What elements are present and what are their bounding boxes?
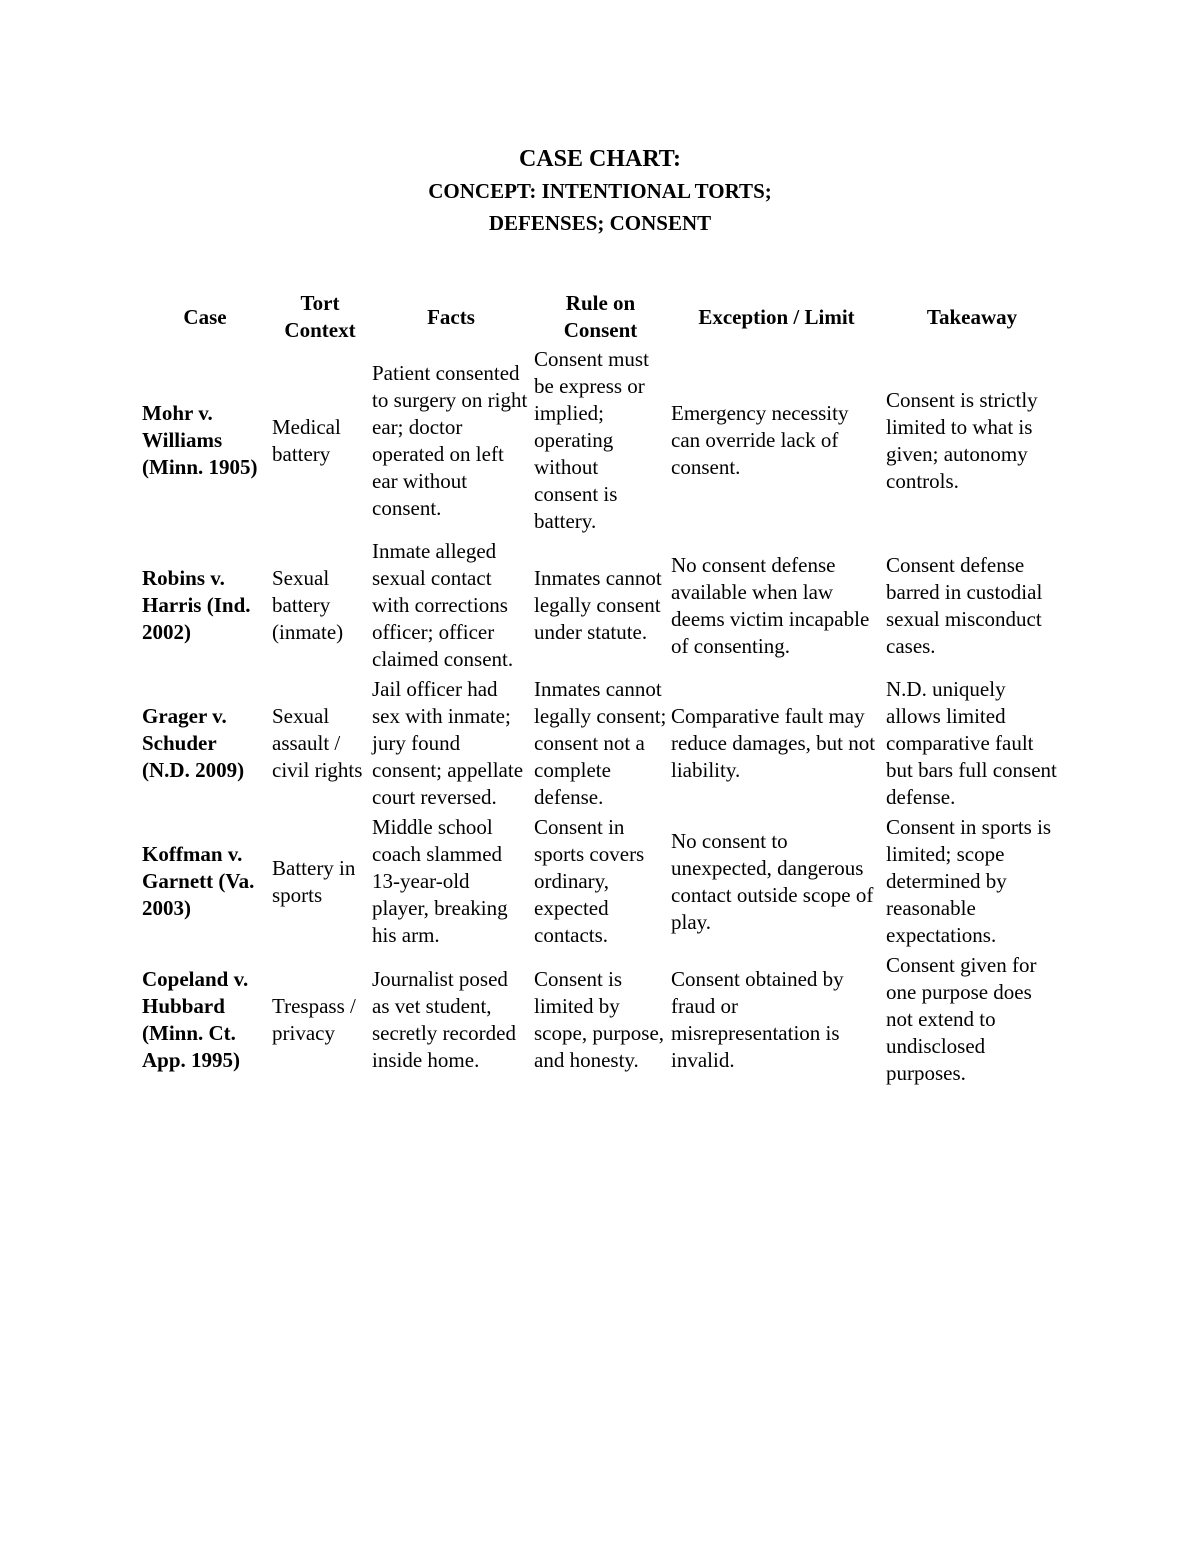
- header-facts: Facts: [427, 304, 475, 329]
- tort-context: Sexual battery (inmate): [272, 566, 344, 644]
- case-name: Koffman v. Garnett (Va. 2003): [142, 842, 255, 920]
- header-row: [140, 289, 1060, 345]
- facts: Jail officer had sex with inmate; jury found consent; appellate court reversed.: [372, 677, 524, 809]
- rule-on-consent: Inmates cannot legally consent; consent not a complete defense.: [534, 677, 667, 809]
- table-row: [140, 951, 1060, 1089]
- header-exception-limit: Exception / Limit: [698, 304, 855, 329]
- facts: Middle school coach slammed 13-year-old player, breaking his arm.: [372, 815, 508, 947]
- case-name: Grager v. Schuder (N.D. 2009): [142, 704, 245, 782]
- exception-limit: Consent obtained by fraud or misrepresentation is invalid.: [671, 966, 844, 1072]
- rule-on-consent: Consent is limited by scope, purpose, and honesty.: [534, 966, 665, 1072]
- page-title: CASE CHART:: [518, 146, 682, 172]
- case-name: Mohr v. Williams (Minn. 1905): [142, 401, 258, 479]
- facts: Inmate alleged sexual contact with corrections officer; officer claimed consent.: [372, 539, 514, 671]
- tort-context: Battery in sports: [272, 855, 356, 907]
- header-case: Case: [183, 304, 227, 329]
- tort-context: Trespass / privacy: [272, 993, 356, 1045]
- subtitle-line-2: DEFENSES; CONSENT: [488, 211, 712, 235]
- exception-limit: No consent to unexpected, dangerous contact outside scope of play.: [671, 828, 874, 934]
- facts: Patient consented to surgery on right ear; doctor operated on left ear without consent.: [372, 360, 528, 520]
- takeaway: Consent defense barred in custodial sexual misconduct cases.: [886, 552, 1043, 658]
- header-tort-context: Tort Context: [284, 291, 356, 342]
- rule-on-consent: Inmates cannot legally consent under statute.: [534, 566, 662, 644]
- exception-limit: Emergency necessity can override lack of consent.: [671, 401, 849, 479]
- header-rule-on-consent: Rule on Consent: [563, 291, 638, 342]
- tort-context: Sexual assault / civil rights: [272, 704, 363, 782]
- table-row: [140, 813, 1060, 951]
- takeaway: Consent given for one purpose does not extend to undisclosed purposes.: [886, 953, 1037, 1085]
- subtitle-line-1: CONCEPT: INTENTIONAL TORTS;: [428, 179, 772, 203]
- exception-limit: Comparative fault may reduce damages, but not liability.: [671, 704, 876, 782]
- takeaway: N.D. uniquely allows limited comparative fault but bars full consent defense.: [886, 677, 1057, 809]
- case-name: Robins v. Harris (Ind. 2002): [142, 566, 251, 644]
- exception-limit: No consent defense available when law deems victim incapable of consenting.: [671, 552, 870, 658]
- table-row: [140, 537, 1060, 675]
- takeaway: Consent is strictly limited to what is given; autonomy controls.: [886, 387, 1038, 493]
- table-row: [140, 345, 1060, 537]
- title-block: [0, 143, 1200, 239]
- rule-on-consent: Consent in sports covers ordinary, expected contacts.: [534, 815, 645, 947]
- case-name: Copeland v. Hubbard (Minn. Ct. App. 1995): [142, 966, 249, 1072]
- case-chart-table: [140, 289, 1060, 1089]
- tort-context: Medical battery: [272, 414, 341, 466]
- header-takeaway: Takeaway: [926, 304, 1018, 329]
- takeaway: Consent in sports is limited; scope determined by reasonable expectations.: [886, 815, 1052, 947]
- facts: Journalist posed as vet student, secretly recorded inside home.: [372, 966, 516, 1072]
- table-row: [140, 675, 1060, 813]
- rule-on-consent: Consent must be express or implied; operating without consent is battery.: [534, 347, 649, 533]
